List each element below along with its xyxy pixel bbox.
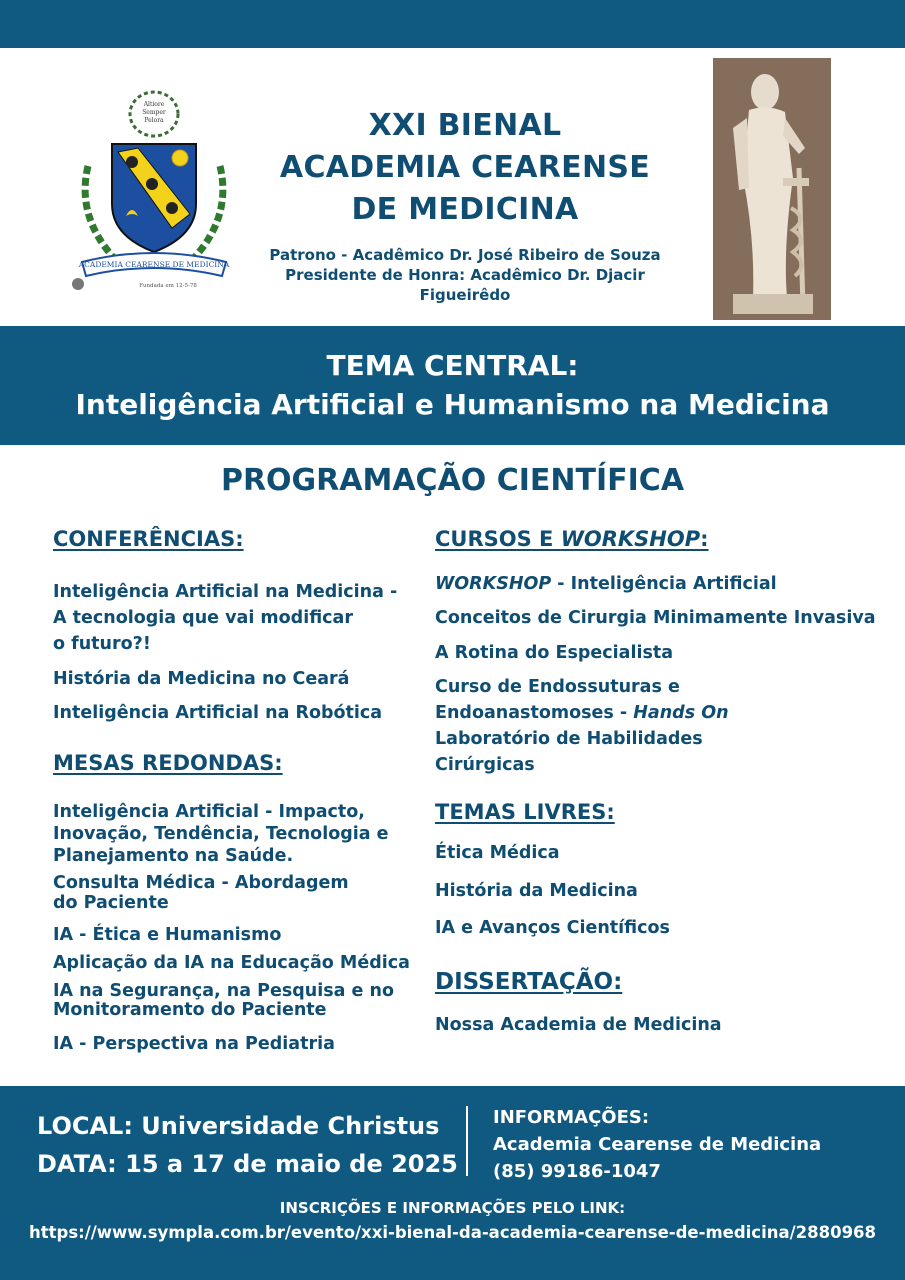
hands-on-text: Hands On xyxy=(633,703,729,723)
event-location: LOCAL: Universidade Christus xyxy=(37,1112,440,1140)
course-item: Curso de Endossuturas e xyxy=(435,677,680,697)
info-phone: (85) 99186-1047 xyxy=(493,1161,661,1182)
footer-divider xyxy=(466,1106,468,1176)
dissertation-heading: DISSERTAÇÃO: xyxy=(435,969,623,995)
round-table-item: IA - Ética e Humanismo xyxy=(53,925,282,945)
conference-item: História da Medicina no Ceará xyxy=(53,669,350,689)
round-table-item: Monitoramento do Paciente xyxy=(53,1000,327,1020)
conference-item: o futuro?! xyxy=(53,634,151,654)
info-label: INFORMAÇÕES: xyxy=(493,1107,650,1128)
honor-president-line: Presidente de Honra: Acadêmico Dr. Djacir Figueirêdo xyxy=(285,266,645,304)
central-theme-text: Inteligência Artificial e Humanismo na Medicina xyxy=(75,388,830,421)
round-table-item: IA na Segurança, na Pesquisa e no xyxy=(53,981,395,1001)
workshop-heading-word: WORKSHOP xyxy=(560,527,701,551)
round-table-item: Aplicação da IA na Educação Médica xyxy=(53,953,410,973)
free-themes-heading: TEMAS LIVRES: xyxy=(435,800,615,824)
title-line-2: ACADEMIA CEARENSE xyxy=(279,150,651,185)
courses-workshop-heading xyxy=(435,527,709,551)
crest-ribbon-text: ACADEMIA CEARENSE DE MEDICINA xyxy=(78,260,230,269)
round-table-item: Inovação, Tendência, Tecnologia e xyxy=(53,824,389,844)
info-organization: Academia Cearense de Medicina xyxy=(493,1134,822,1155)
central-theme-label: TEMA CENTRAL: xyxy=(326,349,579,382)
round-table-item: Planejamento na Saúde. xyxy=(53,846,294,866)
course-item: Conceitos de Cirurgia Minimamente Invasiva xyxy=(435,608,876,628)
course-item: Laboratório de Habilidades xyxy=(435,729,703,749)
round-table-item: Consulta Médica - Abordagem xyxy=(53,873,349,893)
crest-motto-2: Semper xyxy=(142,109,166,116)
free-theme-item: IA e Avanços Científicos xyxy=(435,918,670,938)
crest-founded-text: Fundada em 12-5-78 xyxy=(139,283,197,289)
round-table-item: do Paciente xyxy=(53,893,169,913)
courses-heading-part: CURSOS E xyxy=(435,527,561,551)
dissertation-item: Nossa Academia de Medicina xyxy=(435,1015,722,1035)
title-line-3: DE MEDICINA xyxy=(351,192,579,227)
conference-item: Inteligência Artificial na Medicina - xyxy=(53,582,398,602)
right-program-column xyxy=(435,0,895,1080)
info-block xyxy=(493,1104,821,1185)
round-table-item: IA - Perspectiva na Pediatria xyxy=(53,1034,335,1054)
course-item xyxy=(435,701,729,726)
registration-link-label: INSCRIÇÕES E INFORMAÇÕES PELO LINK: xyxy=(279,1199,626,1217)
course-item: A Rotina do Especialista xyxy=(435,643,674,663)
round-table-item: Inteligência Artificial - Impacto, xyxy=(53,802,365,822)
free-theme-item: História da Medicina xyxy=(435,881,638,901)
free-theme-item: Ética Médica xyxy=(435,843,560,863)
title-line-1: XXI BIENAL xyxy=(368,108,562,143)
conferences-heading: CONFERÊNCIAS: xyxy=(53,527,244,551)
workshop-topic: - Inteligência Artificial xyxy=(551,574,777,594)
crest-motto-3: Pelora xyxy=(144,117,164,124)
round-tables-heading: MESAS REDONDAS: xyxy=(53,751,283,775)
event-date: DATA: 15 a 17 de maio de 2025 xyxy=(37,1150,458,1178)
course-item-text: Endoanastomoses - xyxy=(435,703,634,723)
conference-item: Inteligência Artificial na Robótica xyxy=(53,703,383,723)
conference-item: A tecnologia que vai modificar xyxy=(53,608,353,628)
patron-line: Patrono - Acadêmico Dr. José Ribeiro de Souza xyxy=(269,246,661,264)
workshop-item xyxy=(435,572,777,597)
workshop-word: WORKSHOP xyxy=(435,574,552,594)
crest-motto-1: Altiore xyxy=(143,101,165,108)
scientific-program-title: PROGRAMAÇÃO CIENTÍFICA xyxy=(220,463,685,498)
left-program-column xyxy=(53,0,433,1080)
registration-link[interactable]: https://www.sympla.com.br/evento/xxi-bienal-da-academia-cearense-de-medicina/2880968 xyxy=(28,1223,877,1242)
courses-heading-colon: : xyxy=(700,527,709,551)
course-item: Cirúrgicas xyxy=(435,755,535,775)
